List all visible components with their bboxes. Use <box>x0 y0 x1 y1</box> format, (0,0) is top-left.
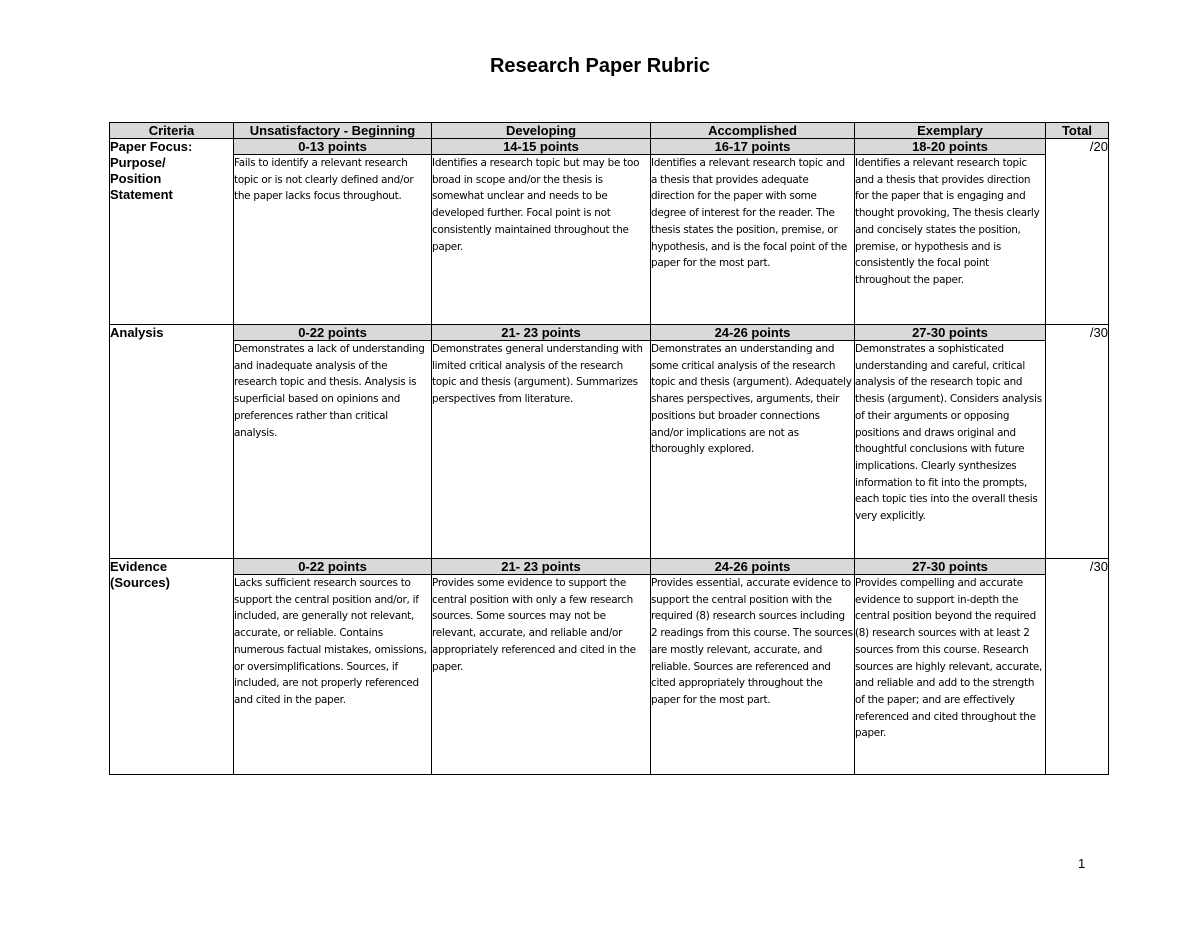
header-unsatisfactory: Unsatisfactory - Beginning <box>234 123 432 139</box>
description-cell: Lacks sufficient research sources to support the central position and/or, if included, are generally not relevant, accurate, or reliable. Contains numerous factual mistakes, omissions, or oversimplifications. Sources, if included, are not properly referenced and cited in the paper. <box>234 575 432 775</box>
total-cell: /30 <box>1046 559 1109 775</box>
points-row <box>110 139 1109 155</box>
points-row <box>110 325 1109 341</box>
points-cell: 21- 23 points <box>432 559 651 575</box>
description-cell: Identifies a relevant research topic and a thesis that provides direction for the paper that is engaging and thought provoking, The thesis clearly and concisely states the position, premise, or hypothesis and is consistently the focal point throughout the paper. <box>855 155 1046 325</box>
description-cell: Provides essential, accurate evidence to support the central position with the required (8) research sources including 2 readings from this course. The sources are mostly relevant, accurate, and reliable. Sources are referenced and cited appropriately throughout the paper for the most part. <box>651 575 855 775</box>
criteria-label: Analysis <box>110 325 164 340</box>
points-cell: 18-20 points <box>855 139 1046 155</box>
description-cell: Provides some evidence to support the central position with only a few research sources. Some sources may not be relevant, accurate, and reliable and/or appropriately referenced and cited in the paper. <box>432 575 651 775</box>
description-cell: Identifies a relevant research topic and a thesis that provides adequate direction for the paper with some degree of interest for the reader. The thesis states the position, premise, or hypothesis, and is the focal point of the paper for the most part. <box>651 155 855 325</box>
total-cell: /30 <box>1046 325 1109 559</box>
header-exemplary: Exemplary <box>855 123 1046 139</box>
criteria-cell <box>110 139 234 325</box>
description-cell: Demonstrates a lack of understanding and inadequate analysis of the research topic and thesis. Analysis is superficial based on opinions and preferences rather than critical analysis. <box>234 341 432 559</box>
points-cell: 21- 23 points <box>432 325 651 341</box>
points-cell: 24-26 points <box>651 559 855 575</box>
criteria-cell <box>110 559 234 775</box>
points-cell: 16-17 points <box>651 139 855 155</box>
description-cell: Demonstrates a sophisticated understanding and careful, critical analysis of the research topic and thesis (argument). Considers analysis of their arguments or opposing positions and draws original and thoughtful conclusions with future implications. Clearly synthesizes information to fit into the prompts, each topic ties into the overall thesis very explicitly. <box>855 341 1046 559</box>
description-cell: Provides compelling and accurate evidence to support in-depth the central position beyond the required (8) research sources with at least 2 sources from this course. Research sources are highly relevant, accurate, and reliable and add to the strength of the paper; and are effectively referenced and cited throughout the paper. <box>855 575 1046 775</box>
rubric-table <box>109 122 1109 775</box>
description-row <box>110 155 1109 325</box>
points-row <box>110 559 1109 575</box>
criteria-label: Paper Focus: Purpose/ Position Statement <box>110 139 193 202</box>
points-cell: 0-22 points <box>234 559 432 575</box>
criteria-label: Evidence (Sources) <box>110 559 170 590</box>
header-accomplished: Accomplished <box>651 123 855 139</box>
criteria-cell <box>110 325 234 559</box>
page-number: 1 <box>1078 856 1086 871</box>
points-cell: 0-22 points <box>234 325 432 341</box>
header-developing: Developing <box>432 123 651 139</box>
description-cell: Identifies a research topic but may be too broad in scope and/or the thesis is somewhat unclear and needs to be developed further. Focal point is not consistently maintained throughout the paper. <box>432 155 651 325</box>
total-cell: /20 <box>1046 139 1109 325</box>
points-cell: 0-13 points <box>234 139 432 155</box>
points-cell: 27-30 points <box>855 325 1046 341</box>
points-cell: 24-26 points <box>651 325 855 341</box>
points-cell: 27-30 points <box>855 559 1046 575</box>
points-cell: 14-15 points <box>432 139 651 155</box>
header-total: Total <box>1046 123 1109 139</box>
header-row <box>110 123 1109 139</box>
header-criteria: Criteria <box>110 123 234 139</box>
description-cell: Demonstrates an understanding and some critical analysis of the research topic and thesis (argument). Adequately shares perspectives, arguments, their positions but broader connections and/or implications are not as thoroughly explored. <box>651 341 855 559</box>
description-row <box>110 341 1109 559</box>
description-cell: Fails to identify a relevant research topic or is not clearly defined and/or the paper lacks focus throughout. <box>234 155 432 325</box>
description-cell: Demonstrates general understanding with limited critical analysis of the research topic and thesis (argument). Summarizes perspectives from literature. <box>432 341 651 559</box>
page-title: Research Paper Rubric <box>489 55 711 77</box>
description-row <box>110 575 1109 775</box>
